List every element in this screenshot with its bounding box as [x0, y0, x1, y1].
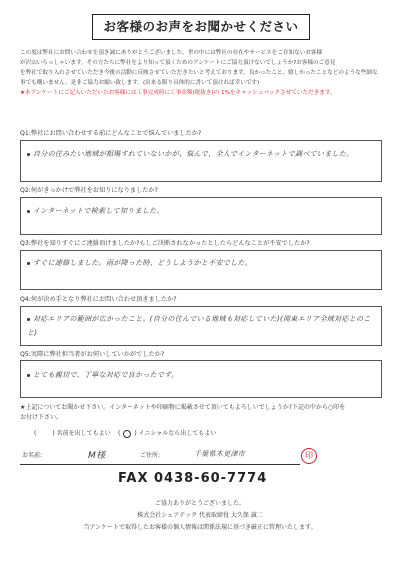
paren-open: ( — [118, 430, 121, 437]
answer-box-2 — [20, 197, 382, 235]
answer-5-text — [27, 368, 375, 382]
bullet-icon — [27, 318, 30, 321]
publish-option-1-label: 名前を出してもよい — [56, 430, 111, 437]
intro-line-1: この度は弊社にお問い合わせを頂き誠にありがとうございました。世の中には弊社の存在やサービスをご存知ないお客様 — [20, 50, 323, 56]
thanks-text: ご協力ありがとうございました。 — [154, 500, 245, 507]
answer-5: とても親切で、丁寧な対応で良かったです。 — [33, 371, 179, 379]
address-value[interactable]: 千葉県木更津市 — [194, 450, 246, 458]
publish-question-line-1: ★上記についてお聞かせ下さい。インターネットや印刷物に掲載させて頂いてもよろしいでしょうか?下記の中から○印を — [20, 404, 346, 411]
bullet-icon — [27, 262, 30, 265]
answer-4: 対応エリアの範囲が広かったこと。(自分の住んでいる地域も対応していた)(関東エリア全域対応とのこと) — [27, 315, 371, 337]
address-label: ご住所: — [140, 452, 161, 459]
question-1: Q1:弊社にお問い合わせする前にどんなことで悩んでいましたか? — [20, 130, 202, 137]
answer-4-text — [27, 312, 375, 340]
publish-option-1[interactable] — [34, 428, 111, 437]
paren-close: ) — [52, 430, 55, 437]
answer-box-5 — [20, 360, 382, 398]
page-title: お客様のお声をお聞かせください — [92, 14, 310, 40]
answer-3: すぐに連絡しました。雨が降った時、どうしようかと不安でした。 — [33, 259, 252, 267]
answer-2-text — [27, 204, 375, 218]
bullet-icon — [27, 374, 30, 377]
publish-question-line-2: お付け下さい。 — [20, 414, 63, 421]
intro-line-4: 事でも構いません。是非ご協力お願い致します。(出来る限り具体的に書いて頂ければ幸いです) — [20, 80, 260, 86]
publish-option-2[interactable] — [118, 428, 216, 438]
name-row — [20, 446, 300, 465]
answer-box-1 — [20, 140, 382, 182]
name-label: お名前: — [22, 452, 43, 459]
answer-1-text — [27, 147, 375, 161]
intro-line-2: が沢山いらっしゃいます。その方たちに弊社をより知って頂くためのアンケートにご協力頂けないでしょうか?お客様のご意見 — [20, 60, 336, 66]
answer-box-4 — [20, 306, 382, 346]
intro-line-3: を弊社で取り入れさせていただき今後の活動に反映させていただきたいと考えております。良かったこと、嬉しかったことなどのような些細な — [20, 70, 378, 76]
paren-open: ( — [34, 430, 37, 437]
answer-1: 自分の住みたい地域が相場すれていないかが、悩んで、全人でインターネットで調べていました。 — [33, 150, 354, 158]
publish-option-2-label: イニシャルなら出してもよい — [138, 430, 217, 437]
question-4: Q4:何が決め手となり弊社にお問い合わせ頂きましたか? — [20, 296, 177, 303]
cashback-note: ★本アンケートにご記入いただいたお客様には工事完成時に工事金額(税抜き)の 1%をキャッシュバックさせていただきます。 — [20, 90, 336, 96]
answer-3-text — [27, 256, 375, 270]
answer-2: インターネットで検索して知りました。 — [33, 207, 164, 215]
question-2: Q2:何がきっかけで弊社をお知りになりましたか? — [20, 187, 158, 194]
question-5: Q5:実際に弊社担当者がお伺いしていかがでしたか? — [20, 351, 165, 358]
intro-text — [20, 48, 382, 98]
bullet-icon — [27, 153, 30, 156]
publish-question — [20, 403, 382, 423]
circle-mark-icon — [123, 430, 131, 438]
bullet-icon — [27, 210, 30, 213]
company-text: 株式会社シュアテック 代表取締役 大久保 誠二 — [137, 512, 263, 519]
paren-close: ) — [134, 430, 137, 437]
name-value[interactable]: M様 — [88, 451, 106, 461]
fax-number: FAX 0438-60-7774 — [118, 471, 268, 486]
seal-stamp: 印 — [301, 448, 317, 464]
question-3: Q3:弊社を知りすぐにご連絡頂けましたか?もしご決断されなかったとしたらどんなことが不安でしたか? — [20, 240, 310, 247]
privacy-text: 当アンケートで取得したお客様の個人情報は関係法規に基づき厳正に管理いたします。 — [83, 524, 317, 531]
answer-box-3 — [20, 250, 382, 290]
